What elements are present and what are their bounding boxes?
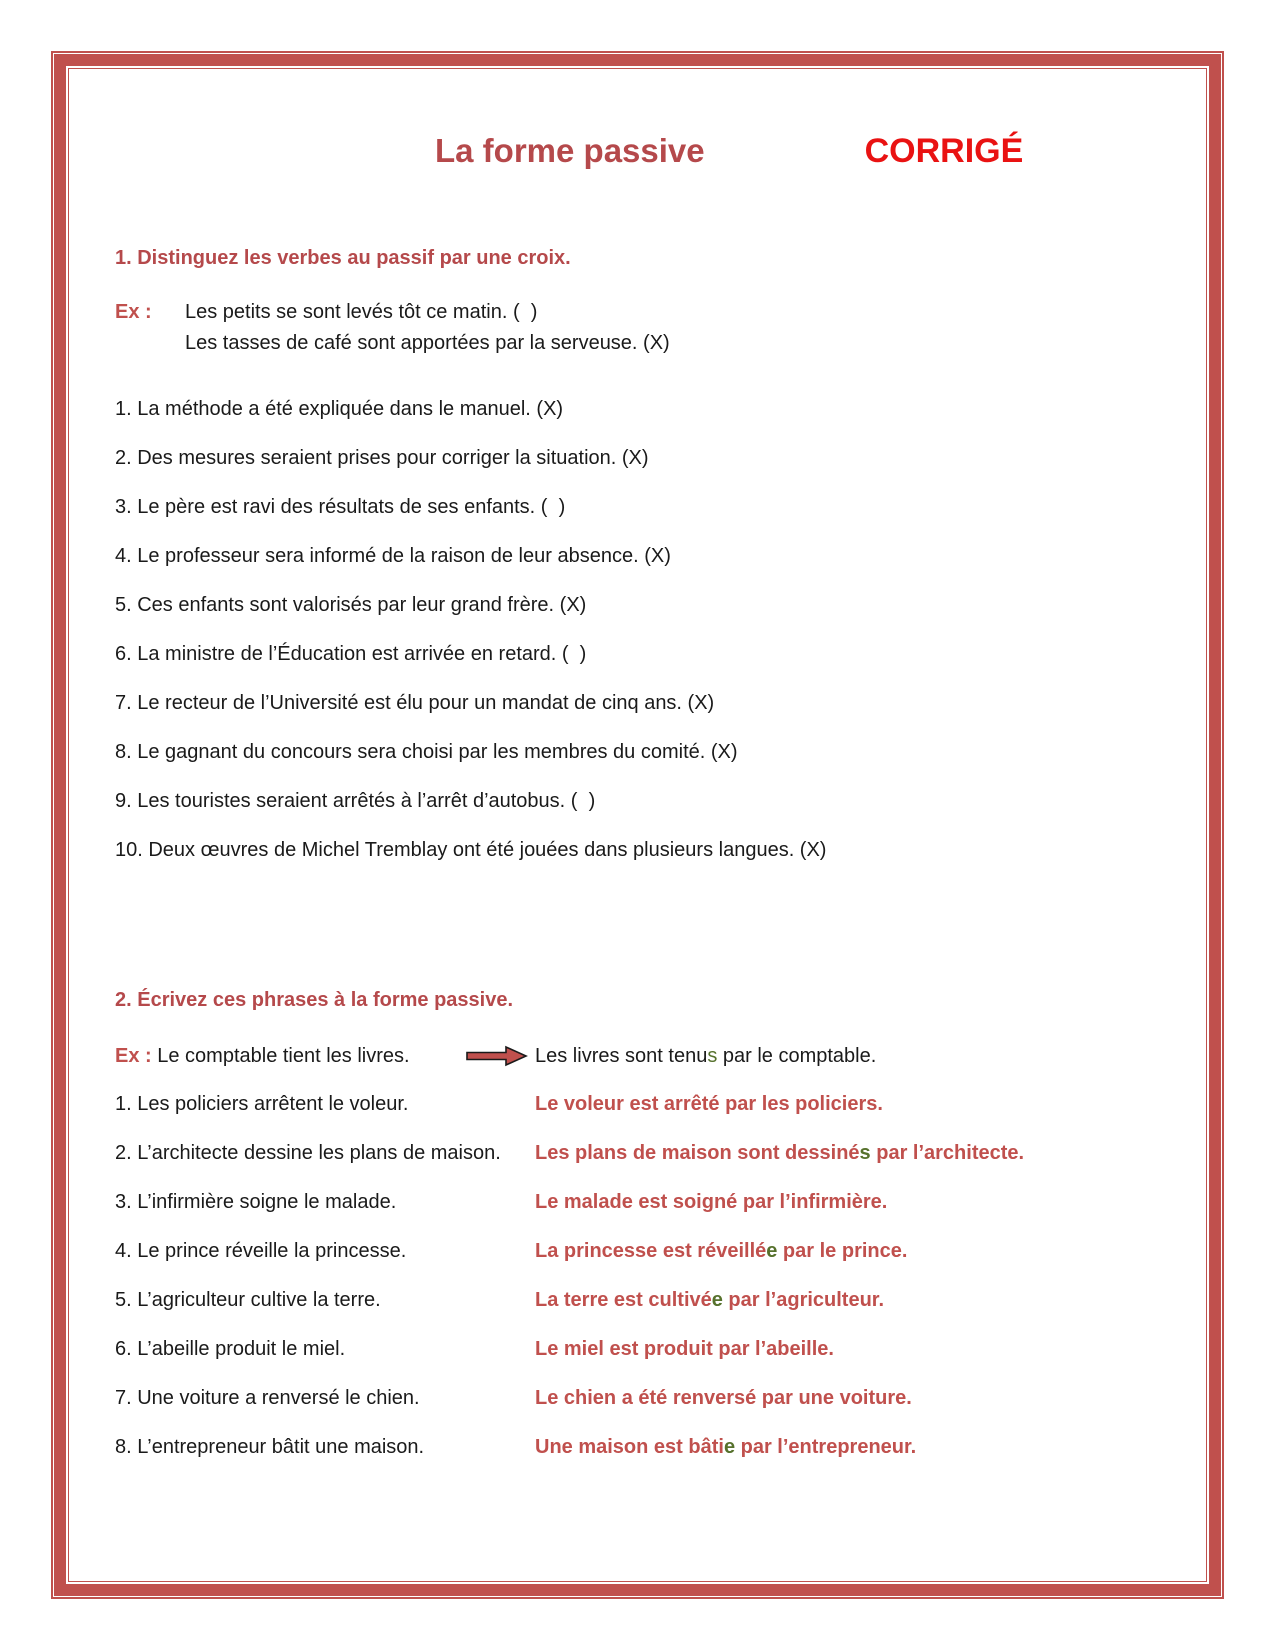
example-label: Ex : — [115, 301, 152, 323]
list-item: 4. Le professeur sera informé de la raison de leur absence. (X) — [115, 545, 671, 567]
section2-rows — [115, 1094, 1168, 1458]
source-sentence: 5. L’agriculteur cultive la terre. — [115, 1289, 381, 1311]
agreement-letter: s — [859, 1142, 871, 1164]
source-sentence: 3. L’infirmière soigne le malade. — [115, 1191, 397, 1213]
list-item: 7. Le recteur de l’Université est élu pour un mandat de cinq ans. (X) — [115, 692, 715, 714]
source-sentence: 1. Les policiers arrêtent le voleur. — [115, 1093, 409, 1115]
page-border-inner — [68, 68, 1207, 1582]
section2-example — [115, 1045, 1168, 1067]
exercise-row — [115, 1339, 1168, 1360]
answer-text: par l’architecte. — [870, 1142, 1025, 1164]
list-item: 8. Le gagnant du concours sera choisi par les membres du comité. (X) — [115, 741, 738, 763]
agreement-letter: e — [711, 1289, 723, 1311]
example-label: Ex : — [115, 1045, 152, 1067]
list-item: 6. La ministre de l’Éducation est arrivée en retard. ( ) — [115, 643, 587, 665]
example-source-sentence: Le comptable tient les livres. — [151, 1045, 410, 1067]
exercise-row — [115, 1388, 1168, 1409]
corrige-label: CORRIGÉ — [864, 132, 1024, 170]
answer-text: par le comptable. — [717, 1045, 877, 1067]
answer-sentence — [535, 1388, 1168, 1409]
agreement-letter: s — [707, 1045, 718, 1067]
section2-heading: 2. Écrivez ces phrases à la forme passive. — [115, 989, 514, 1011]
answer-sentence — [535, 1241, 1168, 1262]
right-arrow-icon — [465, 1045, 529, 1067]
exercise-row — [115, 1290, 1168, 1311]
answer-text: Les livres sont tenu — [535, 1045, 708, 1067]
example-line: Les petits se sont levés tôt ce matin. ( ) — [185, 301, 538, 323]
answer-text: La terre est cultivé — [535, 1289, 712, 1311]
exercise-row — [115, 1192, 1168, 1213]
answer-sentence — [535, 1339, 1168, 1360]
answer-text: par l’agriculteur. — [722, 1289, 885, 1311]
answer-text: Une maison est bâti — [535, 1436, 724, 1458]
exercise-row — [115, 1143, 1168, 1164]
answer-text: par le prince. — [777, 1240, 908, 1262]
page-border-band — [54, 54, 1221, 1596]
exercise-row — [115, 1094, 1168, 1115]
list-item: 10. Deux œuvres de Michel Tremblay ont été jouées dans plusieurs langues. (X) — [115, 839, 827, 861]
list-item: 1. La méthode a été expliquée dans le manuel. (X) — [115, 398, 564, 420]
answer-text: Le voleur est arrêté par les policiers. — [535, 1093, 883, 1115]
answer-sentence — [535, 1290, 1168, 1311]
example-sentence — [115, 1045, 410, 1067]
source-sentence: 8. L’entrepreneur bâtit une maison. — [115, 1436, 425, 1458]
agreement-letter: e — [766, 1240, 778, 1262]
exercise-row — [115, 1241, 1168, 1262]
answer-sentence — [535, 1143, 1168, 1164]
source-sentence: 4. Le prince réveille la princesse. — [115, 1240, 407, 1262]
section1-heading: 1. Distinguez les verbes au passif par une croix. — [115, 247, 571, 269]
worksheet-content — [69, 131, 1206, 1458]
agreement-letter: e — [723, 1436, 736, 1458]
list-item: 2. Des mesures seraient prises pour corriger la situation. (X) — [115, 447, 649, 469]
answer-sentence — [535, 1437, 1168, 1458]
answer-text: Les plans de maison sont dessiné — [535, 1142, 860, 1164]
answer-text: Le malade est soigné par l’infirmière. — [535, 1191, 888, 1213]
source-sentence: 7. Une voiture a renversé le chien. — [115, 1387, 420, 1409]
list-item: 9. Les touristes seraient arrêtés à l’arrêt d’autobus. ( ) — [115, 790, 596, 812]
example-lines — [185, 297, 670, 359]
section1-items — [115, 399, 1168, 861]
answer-text: La princesse est réveillé — [535, 1240, 767, 1262]
page-title: La forme passive — [435, 132, 705, 169]
example-line: Les tasses de café sont apportées par la serveuse. (X) — [185, 332, 670, 354]
answer-sentence — [535, 1192, 1168, 1213]
source-sentence: 6. L’abeille produit le miel. — [115, 1338, 346, 1360]
exercise-row — [115, 1437, 1168, 1458]
source-sentence: 2. L’architecte dessine les plans de maison. — [115, 1142, 501, 1164]
answer-text: Le miel est produit par l’abeille. — [535, 1338, 834, 1360]
title-row — [115, 131, 1168, 171]
answer-sentence — [535, 1094, 1168, 1115]
section1-example — [115, 297, 1168, 359]
page-border-outer — [51, 51, 1224, 1599]
list-item: 3. Le père est ravi des résultats de ses enfants. ( ) — [115, 496, 566, 518]
answer-text: Le chien a été renversé par une voiture. — [535, 1387, 912, 1409]
example-answer — [535, 1045, 1168, 1067]
list-item: 5. Ces enfants sont valorisés par leur grand frère. (X) — [115, 594, 587, 616]
example-left-cell — [115, 1045, 535, 1067]
answer-text: par l’entrepreneur. — [735, 1436, 917, 1458]
